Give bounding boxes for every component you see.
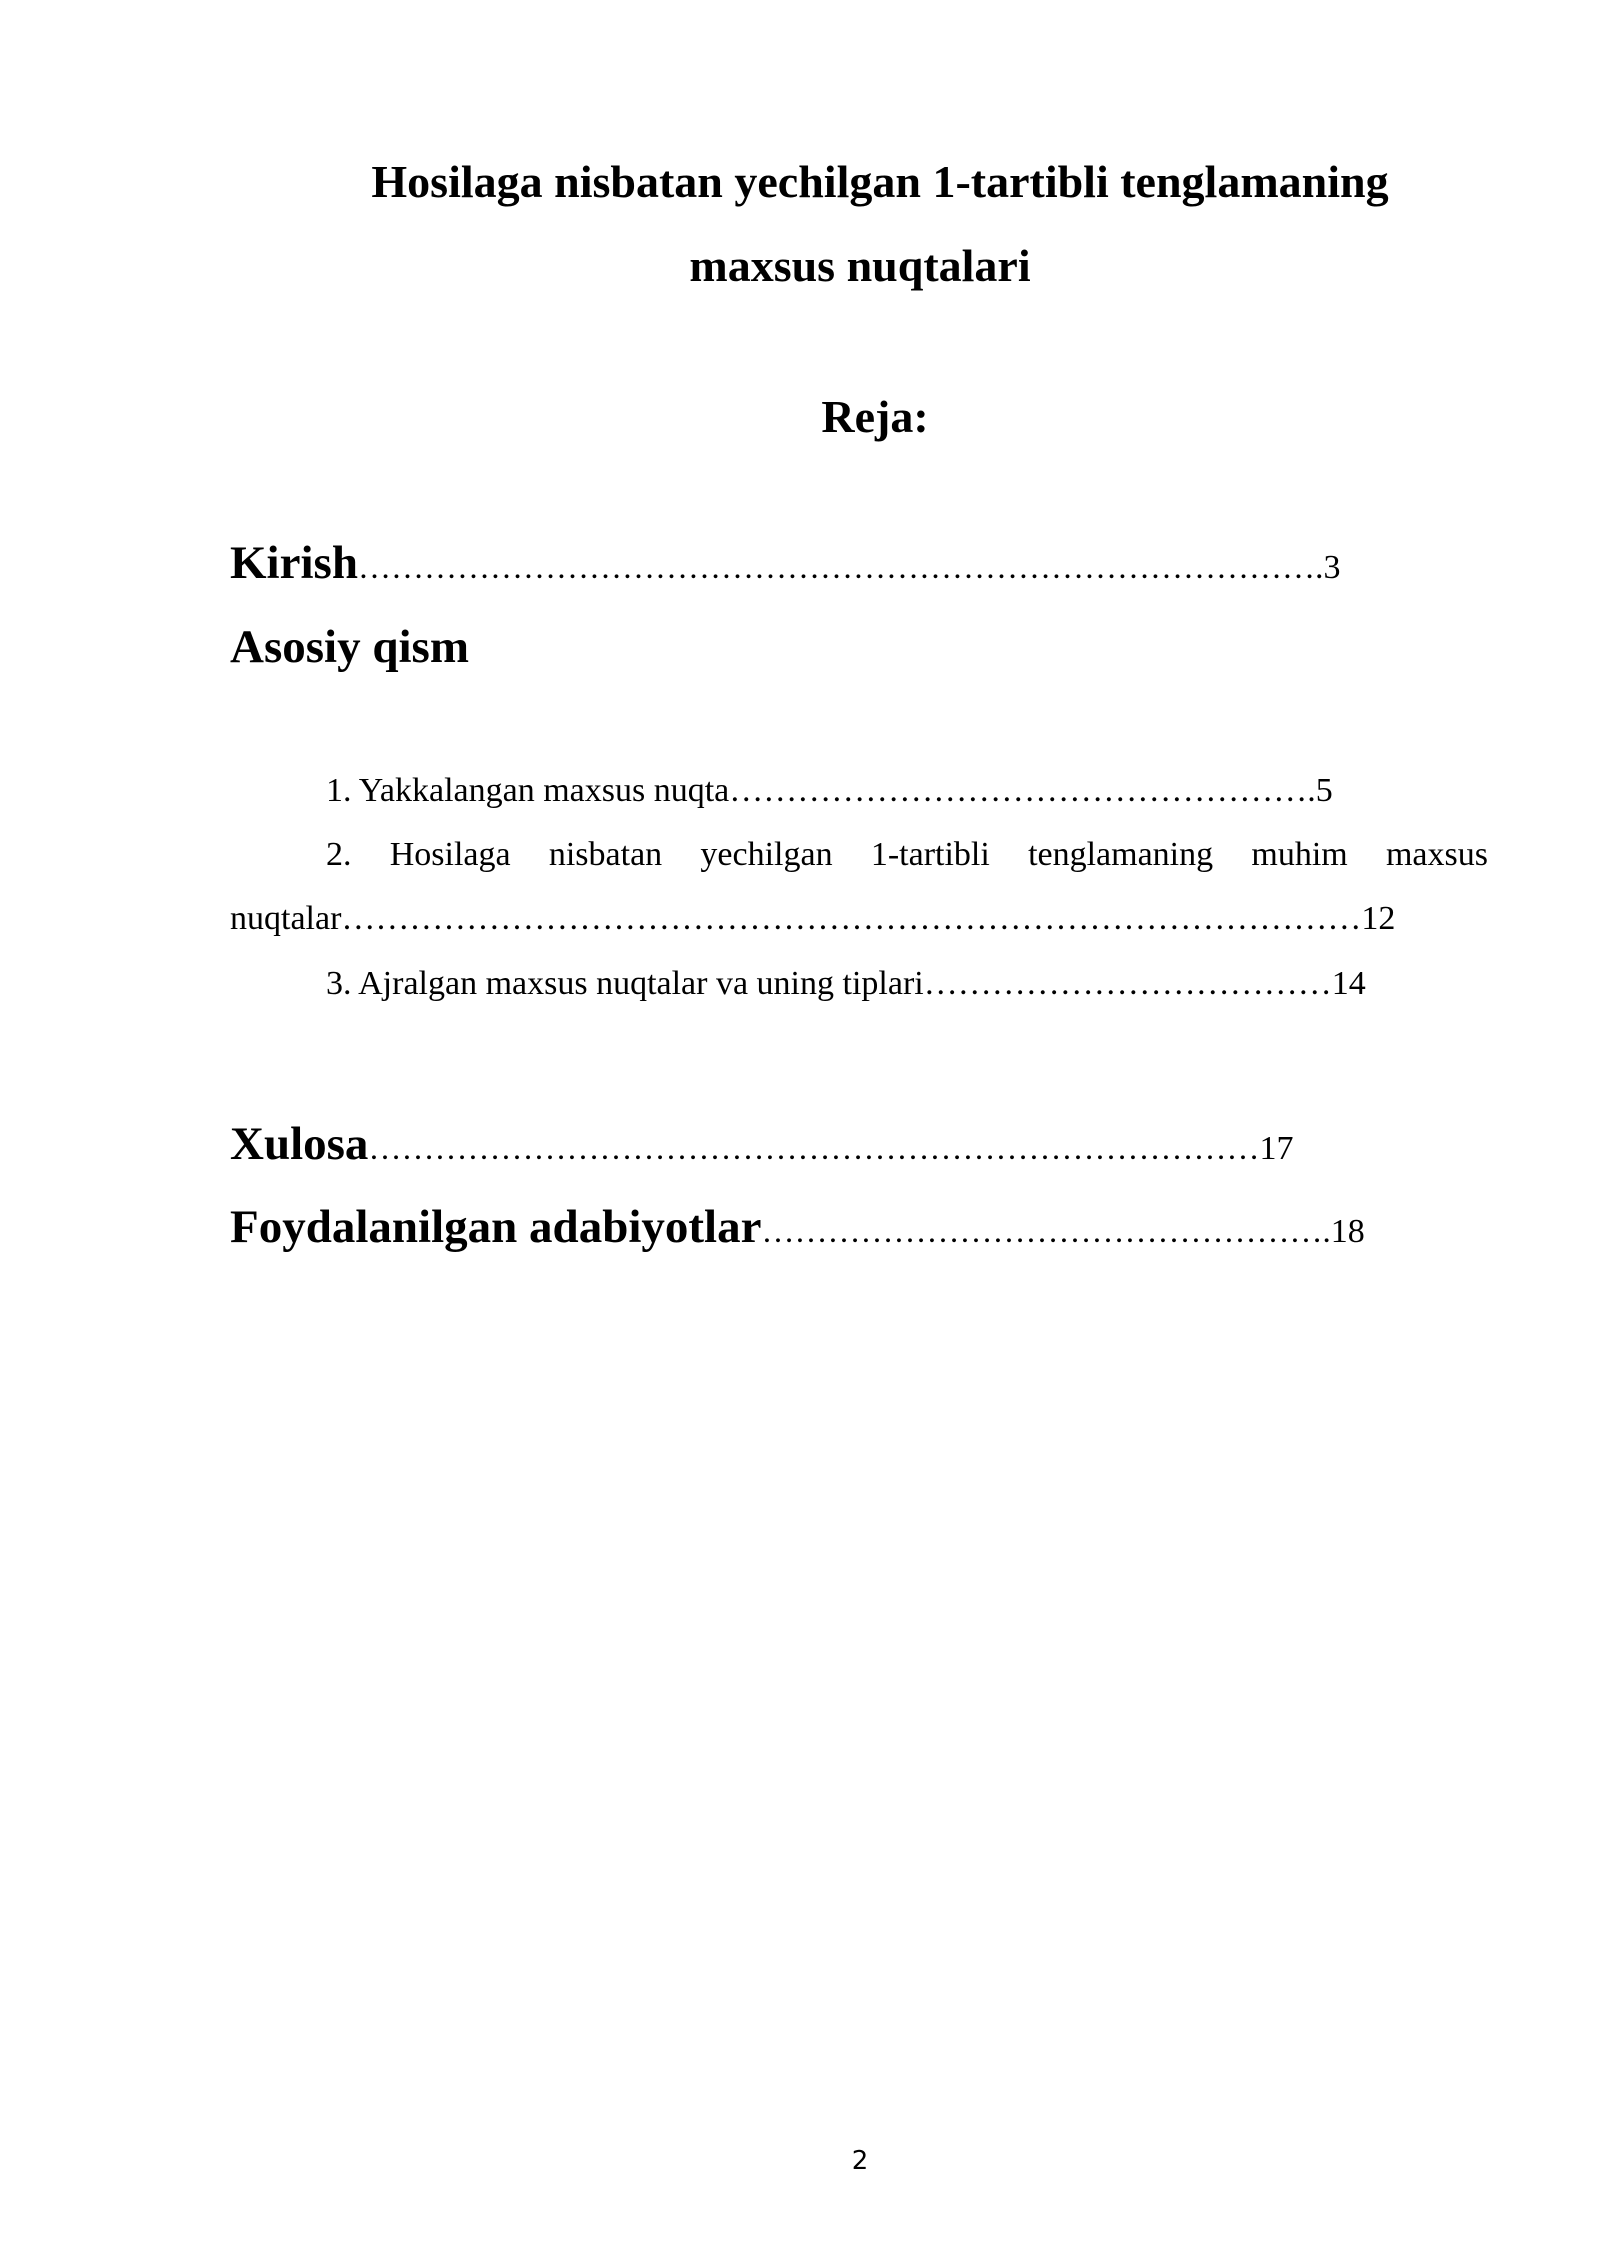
- toc-entry-xulosa: [230, 1117, 1293, 1171]
- toc-label: Xulosa: [230, 1118, 369, 1170]
- toc-subentry-1: [326, 772, 1333, 810]
- toc-leader-dots: …………………………………………….: [729, 772, 1316, 809]
- toc-word: Hosilaga: [389, 836, 511, 873]
- toc-entry-asosiy-qism: Asosiy qism: [230, 621, 469, 673]
- toc-leader-dots: ………………………………………………………………………: [368, 1131, 1260, 1167]
- document-title-line-2: maxsus nuqtalari: [689, 240, 1031, 291]
- toc-word: tenglamaning: [1028, 836, 1214, 873]
- toc-label: 3. Ajralgan maxsus nuqtalar va uning tiplari: [326, 965, 924, 1002]
- toc-page-number: .3: [1314, 549, 1341, 586]
- toc-label: Foydalanilgan adabiyotlar: [230, 1201, 762, 1253]
- toc-word: 2.: [326, 836, 352, 873]
- toc-leader-dots: ………………………………: [923, 965, 1332, 1002]
- toc-word: muhim: [1251, 836, 1348, 873]
- toc-leader-dots: ……………………………………………………………………………: [357, 550, 1315, 586]
- toc-label: 1. Yakkalangan maxsus nuqta: [326, 772, 730, 809]
- toc-word: maxsus: [1385, 836, 1488, 873]
- toc-word: yechilgan: [700, 836, 833, 873]
- toc-label: Kirish: [230, 537, 358, 589]
- toc-label: nuqtalar: [230, 900, 342, 937]
- toc-page-number: 18: [1330, 1213, 1365, 1250]
- toc-word: nisbatan: [548, 836, 663, 873]
- toc-page-number: 12: [1361, 900, 1396, 937]
- toc-leader-dots: …………………………………………….: [761, 1214, 1331, 1250]
- toc-subentry-3: [326, 965, 1366, 1003]
- toc-page-number: 14: [1331, 965, 1366, 1002]
- page-number: 2: [851, 2146, 869, 2176]
- toc-page-number: 17: [1259, 1130, 1294, 1167]
- toc-entry-kirish: [230, 536, 1340, 590]
- toc-leader-dots: ………………………………………………………………………………: [341, 900, 1362, 937]
- document-title-line-1: Hosilaga nisbatan yechilgan 1-tartibli tenglamaning: [371, 156, 1389, 207]
- toc-subentry-2-line-1: [326, 836, 1488, 874]
- toc-word: 1-tartibli: [870, 836, 990, 873]
- toc-entry-foydalanilgan-adabiyotlar: [230, 1200, 1365, 1254]
- toc-page-number: 5: [1315, 772, 1333, 809]
- toc-subentry-2-line-2: [230, 900, 1395, 938]
- plan-heading: Reja:: [821, 391, 929, 442]
